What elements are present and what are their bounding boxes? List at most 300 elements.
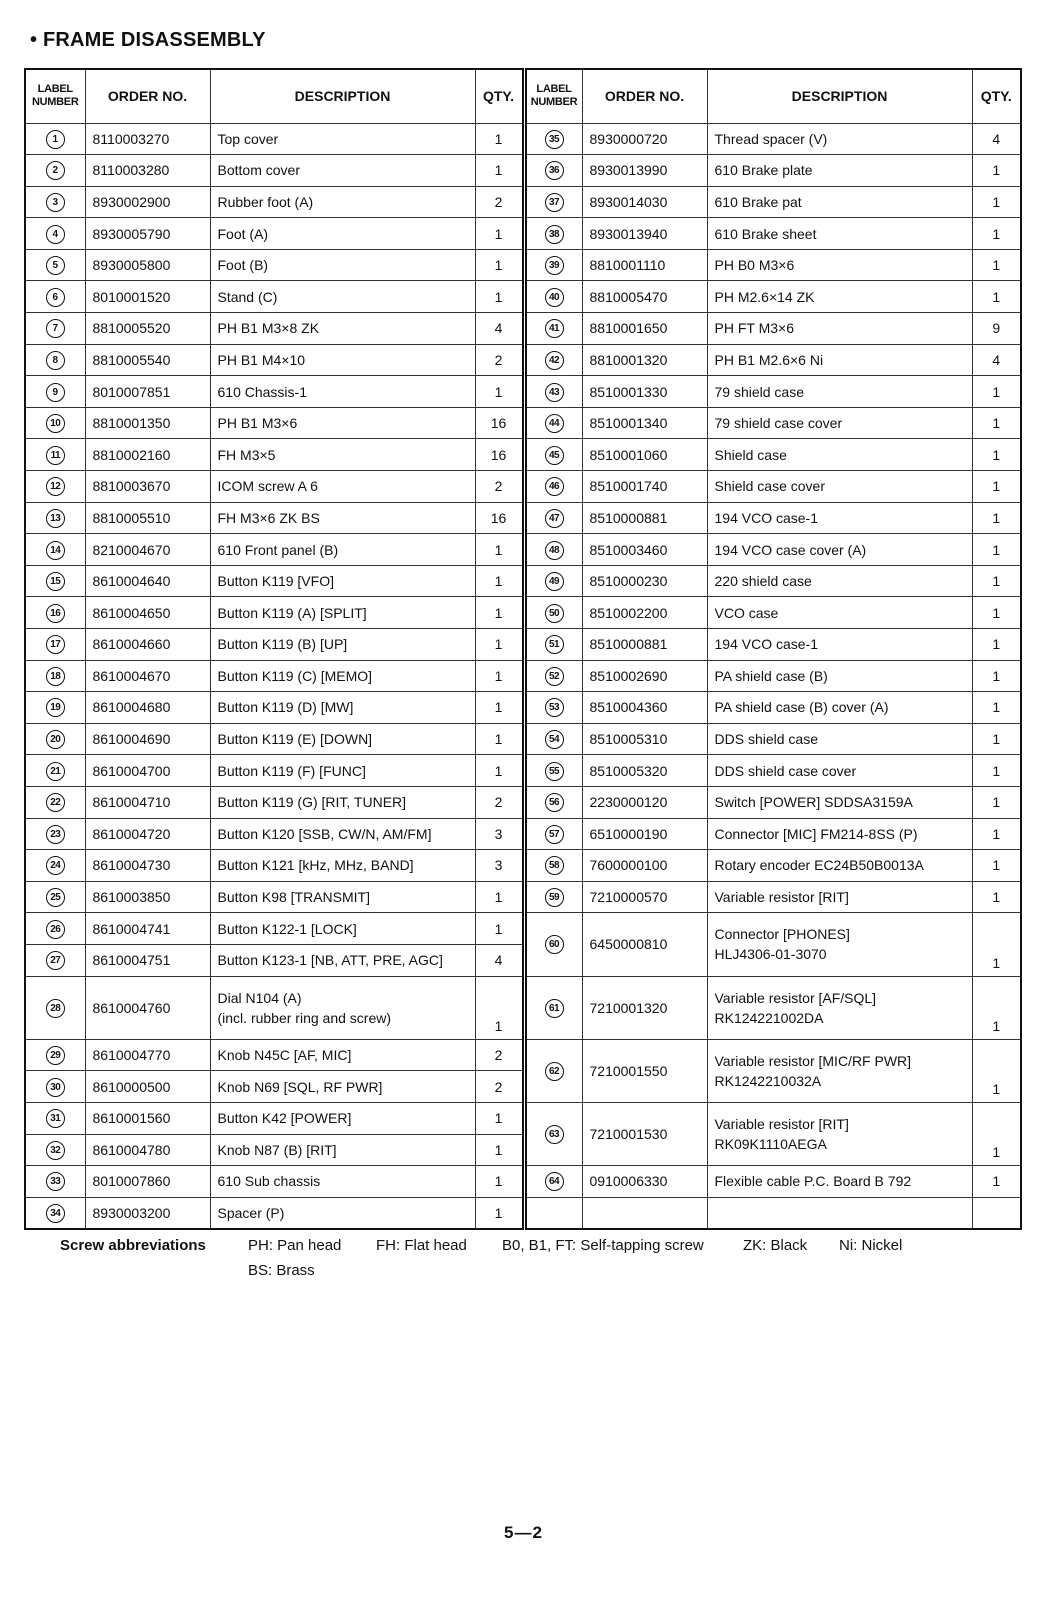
label-number-badge: 2: [46, 161, 65, 180]
label-number-badge: 39: [545, 256, 564, 275]
description-cell: 194 VCO case-1: [707, 629, 972, 661]
label-number-badge: 24: [46, 856, 65, 875]
table-row: [25, 881, 1021, 913]
order-number-cell: 8930005790: [85, 218, 210, 250]
label-number-badge: 30: [46, 1078, 65, 1097]
description-line: RK124221002DA: [714, 1009, 824, 1026]
order-number-cell: 8010007860: [85, 1166, 210, 1198]
table-row: [25, 218, 1021, 250]
label-number-cell: [25, 281, 85, 313]
order-number-cell: 7600000100: [582, 850, 707, 882]
order-number-cell: 8810001350: [85, 407, 210, 439]
label-number-badge: 3: [46, 193, 65, 212]
table-row: [25, 786, 1021, 818]
label-number-badge: 34: [46, 1204, 65, 1223]
label-number-cell: [524, 281, 582, 313]
qty-cell: 9: [972, 313, 1021, 345]
label-number-badge: 55: [545, 762, 564, 781]
empty-cell: [582, 1197, 707, 1229]
label-number-cell: [524, 913, 582, 976]
qty-cell: 1: [475, 218, 524, 250]
order-number-cell: 8610004640: [85, 565, 210, 597]
label-number-cell: [25, 881, 85, 913]
description-cell: Shield case cover: [707, 471, 972, 503]
qty-cell: 16: [475, 407, 524, 439]
label-number-cell: [524, 850, 582, 882]
label-number-cell: [25, 1102, 85, 1134]
order-number-cell: 8610004710: [85, 786, 210, 818]
description-cell: Knob N69 [SQL, RF PWR]: [210, 1071, 475, 1103]
qty-cell: 1: [475, 755, 524, 787]
label-number-badge: 53: [545, 698, 564, 717]
qty-cell: 1: [972, 692, 1021, 724]
description-line: Variable resistor [AF/SQL]: [714, 989, 877, 1006]
label-number-cell: [524, 218, 582, 250]
description-cell: [707, 913, 972, 976]
description-cell: 610 Sub chassis: [210, 1166, 475, 1198]
description-line: Dial N104 (A): [217, 989, 302, 1006]
label-number-badge: 60: [545, 935, 564, 954]
qty-cell: 1: [475, 376, 524, 408]
page-number: 5—2: [504, 1523, 543, 1542]
label-number-badge: 26: [46, 920, 65, 939]
label-number-badge: 10: [46, 414, 65, 433]
order-number-cell: 8110003270: [85, 123, 210, 155]
order-number-cell: 8510003460: [582, 534, 707, 566]
label-number-cell: [25, 565, 85, 597]
qty-cell: 2: [475, 786, 524, 818]
description-cell: Rubber foot (A): [210, 186, 475, 218]
label-number-cell: [25, 723, 85, 755]
label-number-badge: 13: [46, 509, 65, 528]
description-cell: PH B1 M3×6: [210, 407, 475, 439]
qty-cell: 1: [475, 155, 524, 187]
description-cell: [707, 1102, 972, 1165]
abbreviation-item: B0, B1, FT: Self-tapping screw: [502, 1237, 704, 1254]
label-number-cell: [25, 692, 85, 724]
label-number-badge: 20: [46, 730, 65, 749]
qty-cell: 1: [972, 597, 1021, 629]
qty-cell: 4: [475, 313, 524, 345]
table-row: [25, 850, 1021, 882]
label-number-badge: 63: [545, 1125, 564, 1144]
description-cell: Knob N45C [AF, MIC]: [210, 1039, 475, 1071]
label-number-cell: [25, 407, 85, 439]
label-number-badge: 58: [545, 856, 564, 875]
label-number-badge: 54: [545, 730, 564, 749]
description-line: RK1242210032A: [714, 1072, 822, 1089]
label-number-cell: [25, 186, 85, 218]
table-row: [25, 471, 1021, 503]
label-number-badge: 32: [46, 1141, 65, 1160]
label-number-badge: 7: [46, 319, 65, 338]
description-cell: Button K119 (E) [DOWN]: [210, 723, 475, 755]
description-line: RK09K1110AEGA: [714, 1136, 827, 1152]
description-cell: 79 shield case cover: [707, 407, 972, 439]
order-number-cell: 8610004730: [85, 850, 210, 882]
label-number-badge: 14: [46, 541, 65, 560]
label-number-cell: [524, 1102, 582, 1165]
header-description: DESCRIPTION: [707, 69, 972, 123]
label-number-cell: [25, 660, 85, 692]
qty-cell: 1: [972, 534, 1021, 566]
table-row: [25, 186, 1021, 218]
description-line: HLJ4306-01-3070: [714, 946, 827, 963]
description-line: Variable resistor [MIC/RF PWR]: [714, 1052, 912, 1069]
table-row: [25, 755, 1021, 787]
description-cell: Shield case: [707, 439, 972, 471]
order-number-cell: 8810003670: [85, 471, 210, 503]
qty-cell: 1: [972, 407, 1021, 439]
label-number-badge: 22: [46, 793, 65, 812]
label-number-cell: [25, 1197, 85, 1229]
label-number-cell: [524, 629, 582, 661]
description-cell: PH B0 M3×6: [707, 249, 972, 281]
label-number-cell: [524, 471, 582, 503]
qty-cell: 1: [475, 249, 524, 281]
parts-table: [24, 68, 1022, 1230]
label-number-cell: [524, 1166, 582, 1198]
label-number-cell: [524, 755, 582, 787]
label-number-badge: 42: [545, 351, 564, 370]
label-number-badge: 11: [46, 446, 65, 465]
label-number-cell: [524, 881, 582, 913]
qty-cell: 3: [475, 818, 524, 850]
description-cell: PH B1 M3×8 ZK: [210, 313, 475, 345]
order-number-cell: 8610004770: [85, 1039, 210, 1071]
description-cell: [707, 976, 972, 1039]
qty-cell: 1: [475, 723, 524, 755]
qty-cell: 2: [475, 186, 524, 218]
order-number-cell: 8510000881: [582, 629, 707, 661]
order-number-cell: 8510002200: [582, 597, 707, 629]
label-number-badge: 45: [545, 446, 564, 465]
description-cell: ICOM screw A 6: [210, 471, 475, 503]
abbreviation-item: ZK: Black: [743, 1237, 808, 1254]
description-cell: Variable resistor [RIT]: [707, 881, 972, 913]
description-cell: 610 Brake sheet: [707, 218, 972, 250]
description-cell: Button K123-1 [NB, ATT, PRE, AGC]: [210, 944, 475, 976]
label-number-cell: [524, 123, 582, 155]
label-number-badge: 33: [46, 1172, 65, 1191]
order-number-cell: 8810005510: [85, 502, 210, 534]
qty-cell: 1: [475, 976, 524, 1039]
qty-cell: 16: [475, 439, 524, 471]
label-number-cell: [25, 218, 85, 250]
description-cell: Foot (B): [210, 249, 475, 281]
label-number-cell: [25, 1071, 85, 1103]
abbreviation-item: PH: Pan head: [248, 1237, 342, 1254]
description-cell: Knob N87 (B) [RIT]: [210, 1134, 475, 1166]
table-row: [25, 407, 1021, 439]
label-number-cell: [25, 629, 85, 661]
order-number-cell: 8610004700: [85, 755, 210, 787]
order-number-cell: 8510005320: [582, 755, 707, 787]
empty-cell: [524, 1197, 582, 1229]
qty-cell: 3: [475, 850, 524, 882]
label-number-badge: 5: [46, 256, 65, 275]
label-number-cell: [524, 155, 582, 187]
table-row: [25, 376, 1021, 408]
qty-cell: 1: [972, 660, 1021, 692]
qty-cell: 1: [972, 439, 1021, 471]
table-row: [25, 565, 1021, 597]
order-number-cell: 8610004760: [85, 976, 210, 1039]
label-number-cell: [25, 755, 85, 787]
label-number-badge: 56: [545, 793, 564, 812]
order-number-cell: 8610000500: [85, 1071, 210, 1103]
qty-cell: 1: [972, 249, 1021, 281]
order-number-cell: 8010007851: [85, 376, 210, 408]
description-cell: Spacer (P): [210, 1197, 475, 1229]
qty-cell: 1: [972, 755, 1021, 787]
label-number-badge: 16: [46, 604, 65, 623]
table-row: [25, 502, 1021, 534]
label-number-badge: 37: [545, 193, 564, 212]
header-label-number: LABEL NUMBER: [524, 69, 582, 123]
label-number-cell: [524, 186, 582, 218]
label-number-badge: 21: [46, 762, 65, 781]
table-row: [25, 155, 1021, 187]
order-number-cell: 8210004670: [85, 534, 210, 566]
order-number-cell: 2230000120: [582, 786, 707, 818]
label-number-badge: 52: [545, 667, 564, 686]
description-cell: 610 Chassis-1: [210, 376, 475, 408]
description-cell: Button K119 (F) [FUNC]: [210, 755, 475, 787]
order-number-cell: 8810001110: [582, 249, 707, 281]
description-line: Variable resistor [RIT]: [714, 1116, 849, 1132]
description-cell: Connector [MIC] FM214-8SS (P): [707, 818, 972, 850]
label-number-badge: 43: [545, 383, 564, 402]
label-number-badge: 35: [545, 130, 564, 149]
order-number-cell: 8510004360: [582, 692, 707, 724]
table-row: [25, 818, 1021, 850]
table-row: [25, 692, 1021, 724]
description-cell: Button K119 (C) [MEMO]: [210, 660, 475, 692]
description-cell: 610 Brake plate: [707, 155, 972, 187]
table-row: [25, 723, 1021, 755]
order-number-cell: 7210001530: [582, 1102, 707, 1165]
order-number-cell: 8610004660: [85, 629, 210, 661]
description-cell: 610 Front panel (B): [210, 534, 475, 566]
description-cell: Button K42 [POWER]: [210, 1102, 475, 1134]
label-number-badge: 25: [46, 888, 65, 907]
description-cell: Flexible cable P.C. Board B 792: [707, 1166, 972, 1198]
description-cell: VCO case: [707, 597, 972, 629]
qty-cell: 1: [972, 1166, 1021, 1198]
description-cell: 220 shield case: [707, 565, 972, 597]
label-number-badge: 29: [46, 1046, 65, 1065]
label-number-cell: [25, 344, 85, 376]
qty-cell: 1: [475, 281, 524, 313]
order-number-cell: 8810005470: [582, 281, 707, 313]
order-number-cell: 6510000190: [582, 818, 707, 850]
label-number-cell: [25, 786, 85, 818]
label-number-cell: [524, 313, 582, 345]
description-line: Connector [PHONES]: [714, 926, 850, 943]
description-cell: PH B1 M2.6×6 Ni: [707, 344, 972, 376]
label-number-cell: [524, 565, 582, 597]
table-row: [25, 597, 1021, 629]
order-number-cell: 8810005540: [85, 344, 210, 376]
qty-cell: 1: [475, 534, 524, 566]
label-number-cell: [25, 439, 85, 471]
label-number-badge: 51: [545, 635, 564, 654]
qty-cell: 1: [972, 281, 1021, 313]
label-number-cell: [524, 1039, 582, 1102]
order-number-cell: 8930013990: [582, 155, 707, 187]
order-number-cell: 8610004741: [85, 913, 210, 945]
header-description: DESCRIPTION: [210, 69, 475, 123]
description-line: (incl. rubber ring and screw): [217, 1009, 392, 1026]
label-number-cell: [524, 597, 582, 629]
label-number-badge: 4: [46, 225, 65, 244]
label-number-cell: [25, 249, 85, 281]
order-number-cell: 8810001650: [582, 313, 707, 345]
label-number-cell: [524, 407, 582, 439]
label-number-badge: 41: [545, 319, 564, 338]
description-cell: PA shield case (B): [707, 660, 972, 692]
header-qty: QTY.: [972, 69, 1021, 123]
qty-cell: 1: [972, 881, 1021, 913]
description-cell: 194 VCO case cover (A): [707, 534, 972, 566]
table-row: [25, 249, 1021, 281]
label-number-badge: 64: [545, 1172, 564, 1191]
qty-cell: 1: [972, 565, 1021, 597]
order-number-cell: 8510001060: [582, 439, 707, 471]
description-cell: PH B1 M4×10: [210, 344, 475, 376]
label-number-cell: [524, 660, 582, 692]
description-cell: Button K121 [kHz, MHz, BAND]: [210, 850, 475, 882]
label-number-badge: 38: [545, 225, 564, 244]
qty-cell: 1: [475, 1166, 524, 1198]
table-row: [25, 1166, 1021, 1198]
qty-cell: 2: [475, 1071, 524, 1103]
label-number-cell: [25, 1166, 85, 1198]
label-number-cell: [25, 313, 85, 345]
table-row: [25, 123, 1021, 155]
qty-cell: 1: [972, 850, 1021, 882]
order-number-cell: 8610004650: [85, 597, 210, 629]
order-number-cell: 8510000881: [582, 502, 707, 534]
order-number-cell: 8610004751: [85, 944, 210, 976]
table-row: [25, 313, 1021, 345]
abbreviation-item: FH: Flat head: [376, 1237, 467, 1254]
description-cell: Thread spacer (V): [707, 123, 972, 155]
description-cell: Top cover: [210, 123, 475, 155]
table-row: [25, 913, 1021, 945]
table-row: [25, 534, 1021, 566]
order-number-cell: 6450000810: [582, 913, 707, 976]
label-number-badge: 36: [545, 161, 564, 180]
order-number-cell: 8610004720: [85, 818, 210, 850]
qty-cell: 1: [972, 218, 1021, 250]
empty-cell: [707, 1197, 972, 1229]
order-number-cell: 8610004690: [85, 723, 210, 755]
description-cell: PH M2.6×14 ZK: [707, 281, 972, 313]
order-number-cell: 8610004780: [85, 1134, 210, 1166]
description-cell: [210, 976, 475, 1039]
description-cell: 610 Brake pat: [707, 186, 972, 218]
label-number-cell: [524, 692, 582, 724]
label-number-cell: [25, 471, 85, 503]
description-cell: Bottom cover: [210, 155, 475, 187]
qty-cell: 1: [972, 186, 1021, 218]
label-number-badge: 15: [46, 572, 65, 591]
description-cell: [707, 1039, 972, 1102]
label-number-badge: 46: [545, 477, 564, 496]
header-label-number: LABEL NUMBER: [25, 69, 85, 123]
order-number-cell: 8510000230: [582, 565, 707, 597]
label-number-cell: [25, 818, 85, 850]
description-cell: Button K119 (D) [MW]: [210, 692, 475, 724]
description-cell: FH M3×5: [210, 439, 475, 471]
order-number-cell: 8110003280: [85, 155, 210, 187]
description-cell: Stand (C): [210, 281, 475, 313]
qty-cell: 1: [972, 723, 1021, 755]
label-number-badge: 40: [545, 288, 564, 307]
qty-cell: 2: [475, 1039, 524, 1071]
label-number-cell: [524, 723, 582, 755]
label-number-cell: [25, 1134, 85, 1166]
qty-cell: 1: [972, 1102, 1021, 1165]
order-number-cell: 8930002900: [85, 186, 210, 218]
qty-cell: 16: [475, 502, 524, 534]
description-cell: DDS shield case: [707, 723, 972, 755]
label-number-badge: 49: [545, 572, 564, 591]
qty-cell: 1: [475, 629, 524, 661]
table-row: [25, 1197, 1021, 1229]
qty-cell: 2: [475, 471, 524, 503]
order-number-cell: 8610001560: [85, 1102, 210, 1134]
label-number-cell: [25, 376, 85, 408]
qty-cell: 1: [475, 1197, 524, 1229]
qty-cell: 1: [475, 565, 524, 597]
qty-cell: 1: [475, 1134, 524, 1166]
order-number-cell: 8930005800: [85, 249, 210, 281]
qty-cell: 1: [972, 786, 1021, 818]
description-cell: Button K119 (B) [UP]: [210, 629, 475, 661]
qty-cell: 4: [972, 123, 1021, 155]
qty-cell: 1: [972, 376, 1021, 408]
order-number-cell: 7210001550: [582, 1039, 707, 1102]
qty-cell: 1: [972, 1039, 1021, 1102]
label-number-badge: 62: [545, 1062, 564, 1081]
label-number-badge: 57: [545, 825, 564, 844]
label-number-badge: 44: [545, 414, 564, 433]
label-number-badge: 6: [46, 288, 65, 307]
label-number-cell: [25, 944, 85, 976]
order-number-cell: 8510001340: [582, 407, 707, 439]
label-number-cell: [524, 249, 582, 281]
description-cell: Button K120 [SSB, CW/N, AM/FM]: [210, 818, 475, 850]
order-number-cell: 8510001330: [582, 376, 707, 408]
label-number-cell: [524, 818, 582, 850]
label-number-badge: 19: [46, 698, 65, 717]
label-number-cell: [25, 1039, 85, 1071]
order-number-cell: 8510002690: [582, 660, 707, 692]
label-number-badge: 8: [46, 351, 65, 370]
label-number-cell: [25, 534, 85, 566]
page-title: • FRAME DISASSEMBLY: [30, 29, 266, 51]
label-number-badge: 18: [46, 667, 65, 686]
table-row: [25, 976, 1021, 1039]
order-number-cell: 8010001520: [85, 281, 210, 313]
table-row: [25, 1039, 1021, 1071]
order-number-cell: 8610003850: [85, 881, 210, 913]
qty-cell: 4: [475, 944, 524, 976]
order-number-cell: 8610004670: [85, 660, 210, 692]
